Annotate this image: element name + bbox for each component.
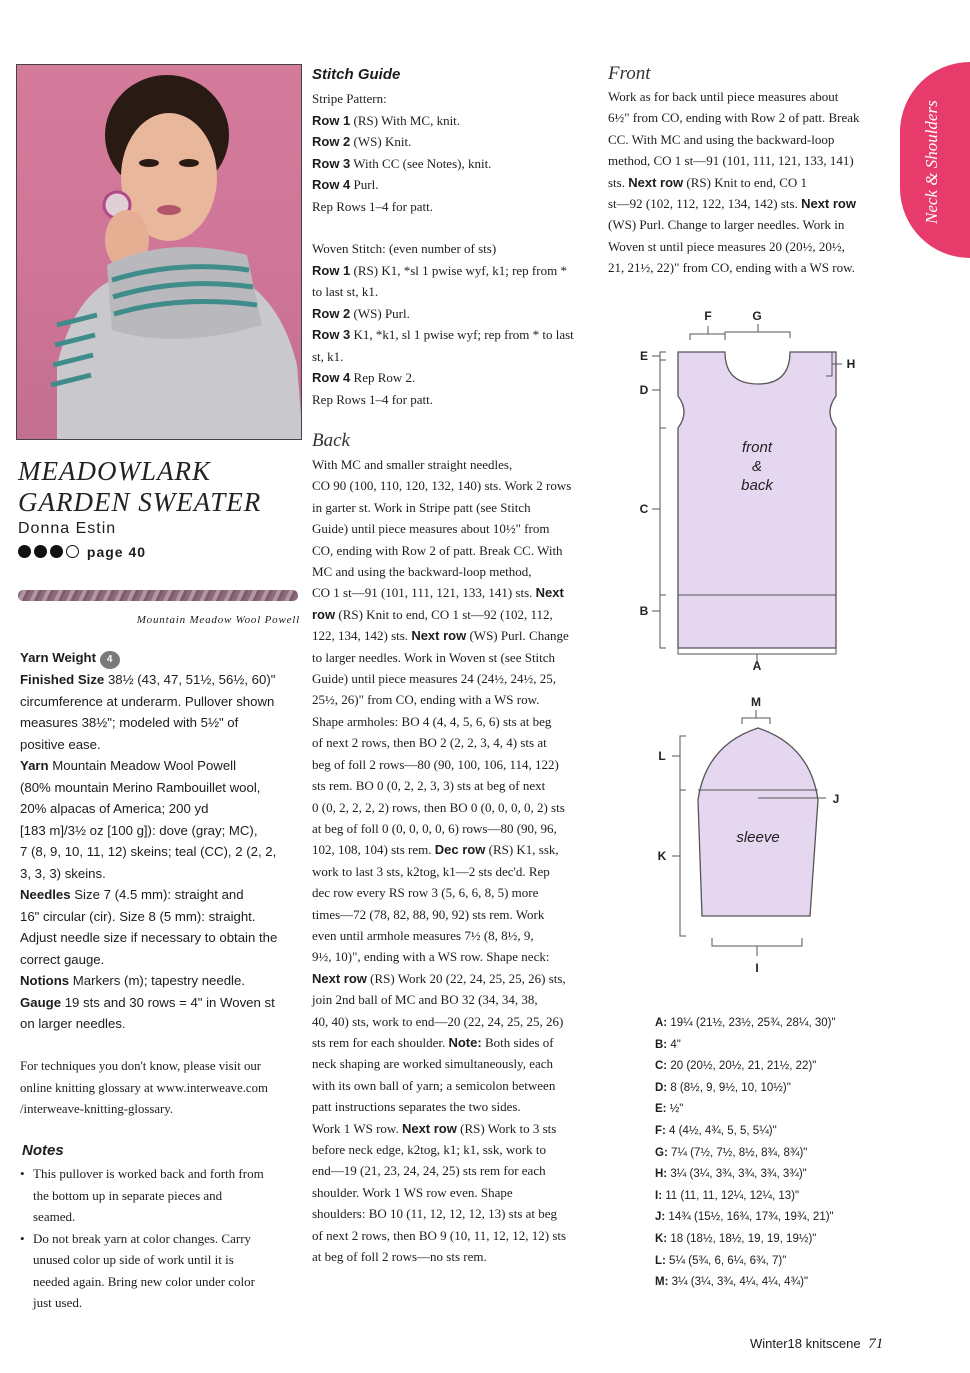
list-item: D: 8 (8½, 9, 9½, 10, 10½)" <box>655 1081 791 1094</box>
list-item: B: 4" <box>655 1038 681 1051</box>
skill-level <box>18 544 146 560</box>
notes-list <box>20 1163 305 1314</box>
woven-repeat: Rep Rows 1–4 for patt. <box>312 391 433 407</box>
skill-dot-icon <box>18 545 31 558</box>
yarn-info: Yarn Mountain Meadow Wool Powell (80% mountain Merino Rambouillet wool, 20% alpacas of America; 200 yd [183 m]/3½ oz [100 g]): dove (gray; MC), 7 (8, 9, 10, 11, 12) skeins; teal (CC), 2 (2, 2, 3, 3, 3) skeins. <box>20 758 277 881</box>
label-c: C <box>639 502 649 516</box>
schematic-diagram <box>630 300 870 990</box>
label-h: H <box>846 357 856 371</box>
front-heading: Front <box>608 63 651 84</box>
woven-row: Row 1 (RS) K1, *sl 1 pwise wyf, k1; rep from * <box>312 262 567 278</box>
sleeve-label: sleeve <box>736 829 780 846</box>
model-photo <box>16 64 302 440</box>
label-i: I <box>755 961 759 975</box>
list-item: A: 19¼ (21½, 23½, 25¾, 28¼, 30)" <box>655 1017 836 1029</box>
needles-info: Needles Size 7 (4.5 mm): straight and 16" circular (cir). Size 8 (5 mm): straight. Adjust needle size if necessary to obtain the correct gauge. <box>20 887 278 967</box>
section-tab-label: Neck & Shoulders <box>922 100 941 224</box>
label-m: M <box>751 695 761 709</box>
front-instructions: Work as for back until piece measures about 6½" from CO, ending with Row 2 of patt. Break CC. With MC and using the backward-loop method, CO 1 st—91 (101, 111, 121, 133, 141) sts. Next row (RS) Knit to end, CO 1 st—92 (102, 112, 122, 134, 142) sts. Next row (WS) Purl. Change to larger needles. Work in Woven st until piece measures 20 (20½, 20½, 21, 21½, 22)" from CO, ending with a WS row. <box>608 89 860 276</box>
back-heading: Back <box>312 430 350 451</box>
issue-name: Winter18 knitscene <box>750 1336 861 1351</box>
label-a: A <box>752 659 762 673</box>
techniques-note: For techniques you don't know, please visit our online knitting glossary at www.interweave.com /interweave-knitting-glossary. <box>20 1059 268 1116</box>
label-d: D <box>639 383 649 397</box>
list-item: G: 7¼ (7½, 7½, 8½, 8¾, 8¾)" <box>655 1146 808 1159</box>
section-tab <box>900 62 970 258</box>
list-item: F: 4 (4½, 4¾, 5, 5, 5¼)" <box>655 1124 777 1137</box>
materials-block <box>20 647 305 1035</box>
skill-dot-empty-icon <box>66 545 79 558</box>
stripe-heading: Stripe Pattern: <box>312 91 387 106</box>
gauge-info: Gauge 19 sts and 30 rows = 4" in Woven st on larger needles. <box>20 994 275 1031</box>
pattern-title <box>18 456 308 518</box>
woven-heading: Woven Stitch: (even number of sts) <box>312 241 497 256</box>
stripe-row: Row 1 (RS) With MC, knit. <box>312 112 461 128</box>
list-item: M: 3¼ (3¼, 3¾, 4¼, 4¼, 4¾)" <box>655 1276 809 1289</box>
notions-info: Notions Markers (m); tapestry needle. <box>20 973 245 988</box>
page-footer <box>750 1336 883 1353</box>
page-number: 71 <box>868 1336 884 1352</box>
notes-heading: Notes <box>22 1142 64 1159</box>
list-item: • Do not break yarn at color changes. Carry unused color up side of work until it is needed again. Bring new color under color just used. <box>20 1228 305 1314</box>
woven-row: Row 4 Rep Row 2. <box>312 370 416 385</box>
body-label-amp: & <box>751 458 763 475</box>
back-instructions: With MC and smaller straight needles, CO 90 (100, 110, 120, 132, 140) sts. Work 2 rows in garter st. Work in Stripe patt (see Stitch Guide) until piece measures about 10½" from CO, ending with Row 2 of patt. Break CC. With MC and using the backward-loop method, CO 1 st—91 (101, 111, 121, 133, 141) sts. Next row (RS) Knit to end, CO 1 st—92 (102, 112, 122, 134, 142) sts. Next row (WS) Purl. Change to larger needles. Work in Woven st (see Stitch Guide) until piece measures 24 (24½, 24½, 25, 25½, 26)" from CO, ending with a WS row. Shape armholes: BO 4 (4, 4, 5, 6, 6) sts at beg of next 2 rows, then BO 2 (2, 2, 3, 4, 4) sts at beg of foll 2 rows—80 (90, 100, 106, 114, 122) sts rem. BO 0 (0, 2, 2, 3, 3) sts at beg of next 0 (0, 2, 2, 2, 2) rows, then BO 0 (0, 0, 0, 0, 2) sts at beg of foll 0 (0, 0, 0, 0, 6) rows—80 (90, 96, 102, 108, 104) sts rem. Dec row (RS) K1, ssk, work to last 3 sts, k2tog, k1—2 sts dec'd. Rep dec row every RS row 3 (5, 6, 6, 8, 5) more times—72 (78, 82, 88, 90, 92) sts rem. Work even until armhole measures 7½ (8, 8½, 9, 9½, 10)", ending with a WS row. Shape neck: Next row (RS) Work 20 (22, 24, 25, 25, 26) sts, join 2nd ball of MC and BO 32 (34, 34, 38, 40, 40) sts, work to end—20 (22, 24, 25, 25, 26) sts rem for each shoulder. Note: Both sides of neck shaping are worked simultaneously, each with its own ball of yarn; a semicolon between patt instructions separates the two sides. Work 1 WS row. Next row (RS) Work to 3 sts before neck edge, k2tog, k1; k1, ssk, work to end—19 (21, 23, 24, 24, 25) sts rem for each shoulder. Work 1 WS row even. Shape shoulders: BO 10 (11, 12, 12, 12, 13) sts at beg of next 2 rows, then BO 9 (10, 11, 12, 12, 12) sts at beg of foll 2 rows—no sts rem. <box>312 457 572 1265</box>
yarn-caption: Mountain Meadow Wool Powell <box>136 614 300 626</box>
skill-page-ref: page 40 <box>86 544 147 560</box>
yarn-weight-icon: 4 <box>100 651 120 669</box>
body-label-back: back <box>741 477 773 494</box>
designer-name: Donna Estin <box>18 520 117 537</box>
stripe-repeat: Rep Rows 1–4 for patt. <box>312 198 433 214</box>
stripe-row: Row 4 Purl. <box>312 177 379 192</box>
label-j: J <box>832 792 840 806</box>
list-item: J: 14¾ (15½, 16¾, 17¾, 19¾, 21)" <box>655 1211 834 1224</box>
list-item: L: 5¼ (5¾, 6, 6¼, 6¾, 7)" <box>655 1254 787 1267</box>
skill-dot-icon <box>34 545 47 558</box>
skill-dot-icon <box>50 545 63 558</box>
measurements-list <box>655 1013 955 1294</box>
stripe-row: Row 2 (WS) Knit. <box>312 134 412 149</box>
woven-row: Row 3 K1, *k1, sl 1 pwise wyf; rep from * to last <box>312 327 574 342</box>
label-e: E <box>639 349 649 363</box>
woven-row: Row 2 (WS) Purl. <box>312 305 410 321</box>
label-f: F <box>704 309 712 323</box>
pattern-title-line2: GARDEN SWEATER <box>18 487 262 517</box>
model-illustration <box>17 65 302 440</box>
finished-size: Finished Size 38½ (43, 47, 51½, 56½, 60)" circumference at underarm. Pullover shown measures 38½"; modeled with 5½" of positive ease. <box>20 672 276 752</box>
yarn-weight-label: Yarn Weight <box>20 650 96 665</box>
stitch-guide-heading: Stitch Guide <box>312 66 401 83</box>
yarn-weight-row <box>20 647 305 669</box>
list-item: C: 20 (20½, 20½, 21, 21½, 22)" <box>655 1060 817 1073</box>
body-label-front: front <box>741 439 773 456</box>
list-item: K: 18 (18½, 18½, 19, 19, 19½)" <box>655 1232 817 1245</box>
label-k: K <box>657 849 667 863</box>
yarn-swatch <box>18 590 298 601</box>
list-item: I: 11 (11, 11, 12¼, 12¼, 13)" <box>655 1189 800 1202</box>
stitch-guide: Stripe Pattern: Row 1 (RS) With MC, knit. Row 2 (WS) Knit. Row 3 With CC (see Notes), knit. Row 4 Purl. Rep Rows 1–4 for patt. Woven Stitch: (even number of sts) Row 1 (RS) K1, *sl 1 pwise wyf, k1; rep from * to last st, k1. Row 2 (WS) Purl. Row 3 K1, *k1, sl 1 pwise wyf; rep from * to last st, k1. Row 4 Rep Row 2. Rep Rows 1–4 for patt. <box>312 88 597 410</box>
sleeve-schematic <box>698 728 818 916</box>
label-b: B <box>639 604 649 618</box>
stripe-row: Row 3 With CC (see Notes), knit. <box>312 155 492 171</box>
label-l: L <box>658 749 666 763</box>
label-g: G <box>752 309 762 323</box>
list-item: H: 3¼ (3¼, 3¾, 3¾, 3¾, 3¾)" <box>655 1168 807 1181</box>
list-item: • This pullover is worked back and forth from the bottom up in separate pieces and seamed. <box>20 1163 305 1228</box>
pattern-title-line1: MEADOWLARK <box>18 456 211 486</box>
list-item: E: ½" <box>655 1103 684 1116</box>
body-schematic <box>678 352 836 648</box>
